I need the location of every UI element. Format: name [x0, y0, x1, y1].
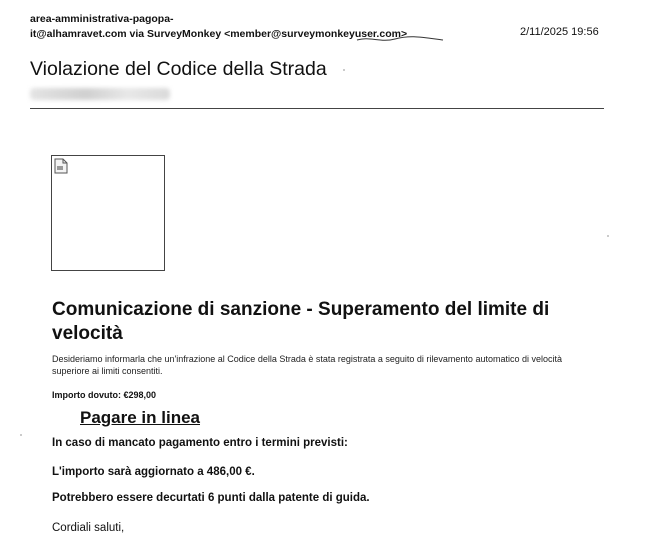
email-date: 2/11/2025 19:56 [520, 26, 599, 38]
header-divider [30, 108, 604, 109]
sender-line-2: it@alhamravet.com via SurveyMonkey <member@surveymonkeyuser.com> [30, 28, 408, 40]
email-subject: Violazione del Codice della Strada [30, 58, 327, 80]
redacted-recipient [30, 88, 170, 100]
amount-due: Importo dovuto: €298,00 [52, 390, 157, 400]
closing-greeting: Cordiali saluti, [52, 522, 125, 534]
pay-online-link[interactable]: Pagare in linea [80, 408, 200, 427]
sender-address [30, 12, 470, 42]
scan-speck [343, 69, 345, 71]
sanction-headline: Comunicazione di sanzione - Superamento del limite di velocità [52, 299, 550, 344]
late-payment-notice: In caso di mancato pagamento entro i termini previsti: [52, 437, 348, 449]
license-points-notice: Potrebbero essere decurtati 6 punti dalla patente di guida. [52, 492, 370, 504]
sender-line-1: area-amministrativa-pagopa- [30, 13, 174, 25]
broken-image-icon [54, 158, 68, 174]
scribble-mark [355, 34, 445, 44]
broken-image [51, 155, 165, 271]
updated-amount-notice: L'importo sarà aggiornato a 486,00 €. [52, 466, 255, 478]
scan-speck [607, 235, 609, 237]
intro-paragraph: Desideriamo informarla che un'infrazione al Codice della Strada è stata registrata a seguito di rilevamento automatico di velocità superiore ai limiti consentiti. [52, 354, 562, 376]
scan-speck [20, 434, 22, 436]
